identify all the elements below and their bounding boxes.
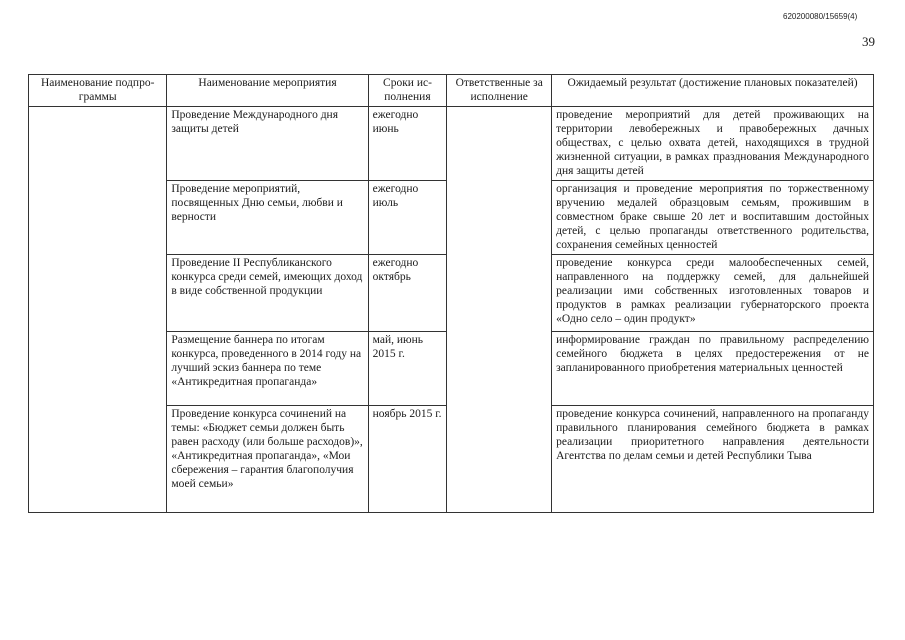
header-term: Сроки ис-полнения: [368, 75, 447, 107]
page-number: 39: [862, 34, 875, 49]
cell-event: Проведение II Республиканского конкурса среди семей, имеющих доход в виде собственной продукции: [167, 255, 368, 332]
cell-subprogram: [29, 107, 167, 513]
cell-responsible: [447, 107, 552, 513]
cell-event: Размещение баннера по итогам конкурса, проведенного в 2014 году на лучший эскиз баннера по теме «Антикредитная пропаганда»: [167, 332, 368, 406]
cell-term: май, июнь 2015 г.: [368, 332, 447, 406]
cell-result: проведение конкурса среди малообеспеченных семей, направленного на поддержку семей, для дальнейшей реализации ими собственных изготовленных товаров и продуктов в рамках реализации губернаторского проекта «Одно село – один продукт»: [552, 255, 874, 332]
header-responsible: Ответственные за исполнение: [447, 75, 552, 107]
header-event: Наименование мероприятия: [167, 75, 368, 107]
cell-result: проведение мероприятий для детей проживающих на территории левобережных и правобережных дачных обществах, с целью охвата детей, находящихся в трудной жизненной ситуации, в рамках празднования Международного дня защиты детей: [552, 107, 874, 181]
cell-result: информирование граждан по правильному распределению семейного бюджета в целях предостережения от не запланированного приобретения материальных ценностей: [552, 332, 874, 406]
header-result: Ожидаемый результат (достижение плановых показателей): [552, 75, 874, 107]
cell-event: Проведение Международного дня защиты детей: [167, 107, 368, 181]
measures-table: [28, 74, 874, 513]
document-id: 620200080/15659(4): [783, 12, 858, 21]
cell-result: проведение конкурса сочинений, направленного на пропаганду правильного планирования семейного бюджета в рамках реализации приоритетного направления деятельности Агентства по делам семьи и детей Республики Тыва: [552, 406, 874, 513]
cell-event: Проведение конкурса сочинений на темы: «Бюджет семьи должен быть равен расходу (или больше расходов)», «Антикредитная пропаганда», «Мои сбережения – гарантия благополучия моей семьи»: [167, 406, 368, 513]
cell-result: организация и проведение мероприятия по торжественному вручению медалей образцовым семьям, прожившим в совместном браке свыше 20 лет и воспитавшим достойных детей, с целью пропаганды ответственного родительства, сохранения семейных ценностей: [552, 181, 874, 255]
cell-event: Проведение мероприятий, посвященных Дню семьи, любви и верности: [167, 181, 368, 255]
header-subprogram: Наименование подпро-граммы: [29, 75, 167, 107]
table-row: [29, 107, 874, 181]
cell-term: ежегодно июнь: [368, 107, 447, 181]
cell-term: ежегодно июль: [368, 181, 447, 255]
cell-term: ежегодно октябрь: [368, 255, 447, 332]
table-header-row: [29, 75, 874, 107]
cell-term: ноябрь 2015 г.: [368, 406, 447, 513]
